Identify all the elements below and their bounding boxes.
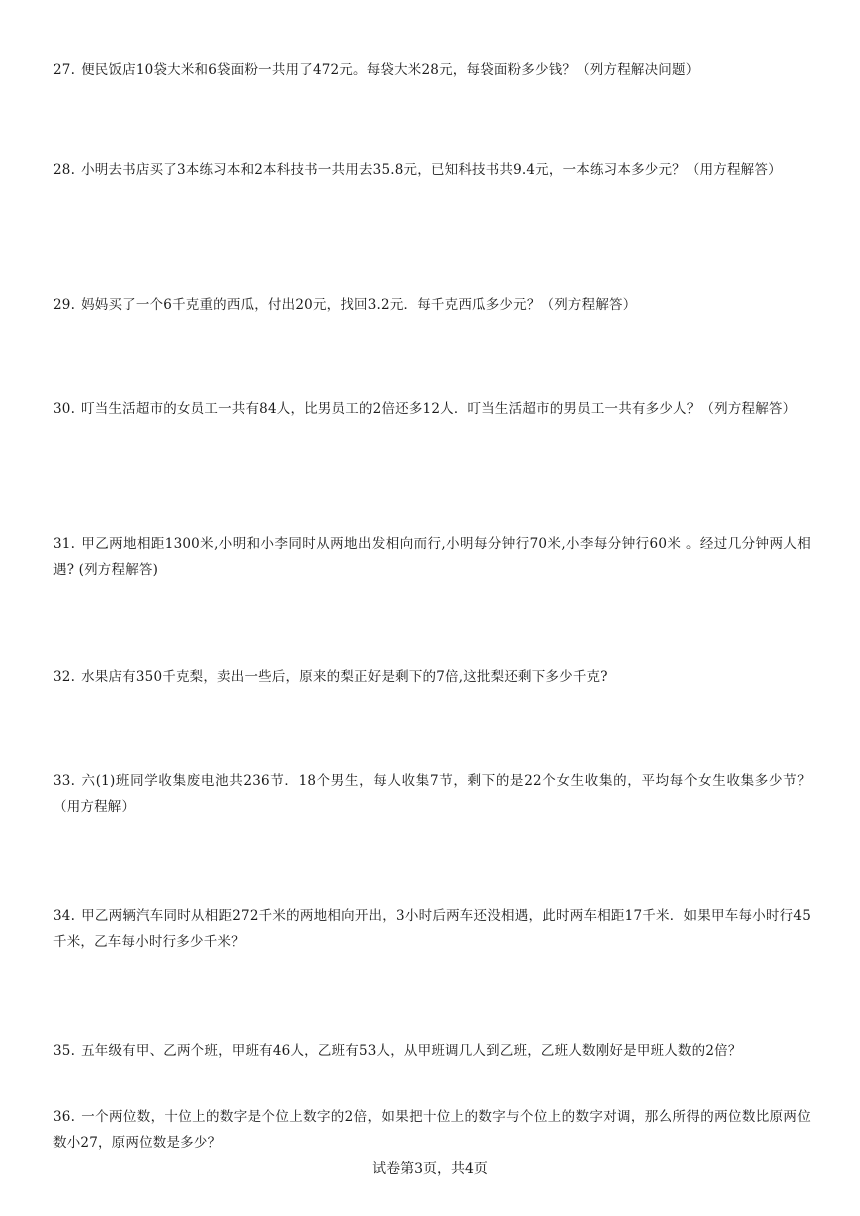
problem-27 (53, 57, 811, 83)
problem-text: 甲乙两辆汽车同时从相距272千米的两地相向开出，3小时后两车还没相遇，此时两车相距17千米．如果甲车每小时行45千米，乙车每小时行多少千米？ (53, 908, 811, 950)
problem-text: 六(1)班同学收集废电池共236节．18个男生，每人收集7节，剩下的是22个女生收集的，平均每个女生收集多少节？（用方程解） (53, 773, 811, 815)
problem-number: 34. (53, 908, 76, 924)
problem-text: 水果店有350千克梨，卖出一些后，原来的梨正好是剩下的7倍,这批梨还剩下多少千克? (81, 669, 608, 685)
problem-text: 小明去书店买了3本练习本和2本科技书一共用去35.8元，已知科技书共9.4元，一本练习本多少元？（用方程解答） (81, 162, 782, 178)
problem-number: 29. (53, 297, 76, 313)
problem-30 (53, 396, 811, 422)
problem-36 (53, 1104, 811, 1156)
problem-number: 36. (53, 1109, 76, 1125)
problem-text: 甲乙两地相距1300米,小明和小李同时从两地出发相向而行,小明每分钟行70米,小李每分钟行60米 。经过几分钟两人相遇? (列方程解答) (53, 536, 811, 578)
problem-33 (53, 768, 811, 820)
problem-number: 30. (53, 401, 76, 417)
problem-29 (53, 292, 811, 318)
problem-text: 叮当生活超市的女员工一共有84人，比男员工的2倍还多12人．叮当生活超市的男员工一共有多少人？（列方程解答） (81, 401, 797, 417)
page-footer: 试卷第3页，共4页 (372, 1161, 488, 1177)
problem-32 (53, 664, 811, 690)
problem-28 (53, 157, 811, 183)
problem-number: 32. (53, 669, 76, 685)
problem-text: 便民饭店10袋大米和6袋面粉一共用了472元。每袋大米28元，每袋面粉多少钱？（列方程解决问题） (81, 62, 700, 78)
problem-number: 28. (53, 162, 76, 178)
problem-number: 31. (53, 536, 76, 552)
problem-text: 五年级有甲、乙两个班，甲班有46人，乙班有53人，从甲班调几人到乙班，乙班人数刚好是甲班人数的2倍？ (81, 1043, 742, 1059)
problem-text: 妈妈买了一个6千克重的西瓜，付出20元，找回3.2元．每千克西瓜多少元？（列方程解答） (81, 297, 637, 313)
problem-35 (53, 1038, 811, 1064)
problem-34 (53, 903, 811, 955)
problem-number: 35. (53, 1043, 76, 1059)
problem-31 (53, 531, 811, 583)
problem-text: 一个两位数，十位上的数字是个位上数字的2倍，如果把十位上的数字与个位上的数字对调，那么所得的两位数比原两位数小27，原两位数是多少？ (53, 1109, 811, 1151)
problem-number: 33. (53, 773, 76, 789)
problem-number: 27. (53, 62, 76, 78)
